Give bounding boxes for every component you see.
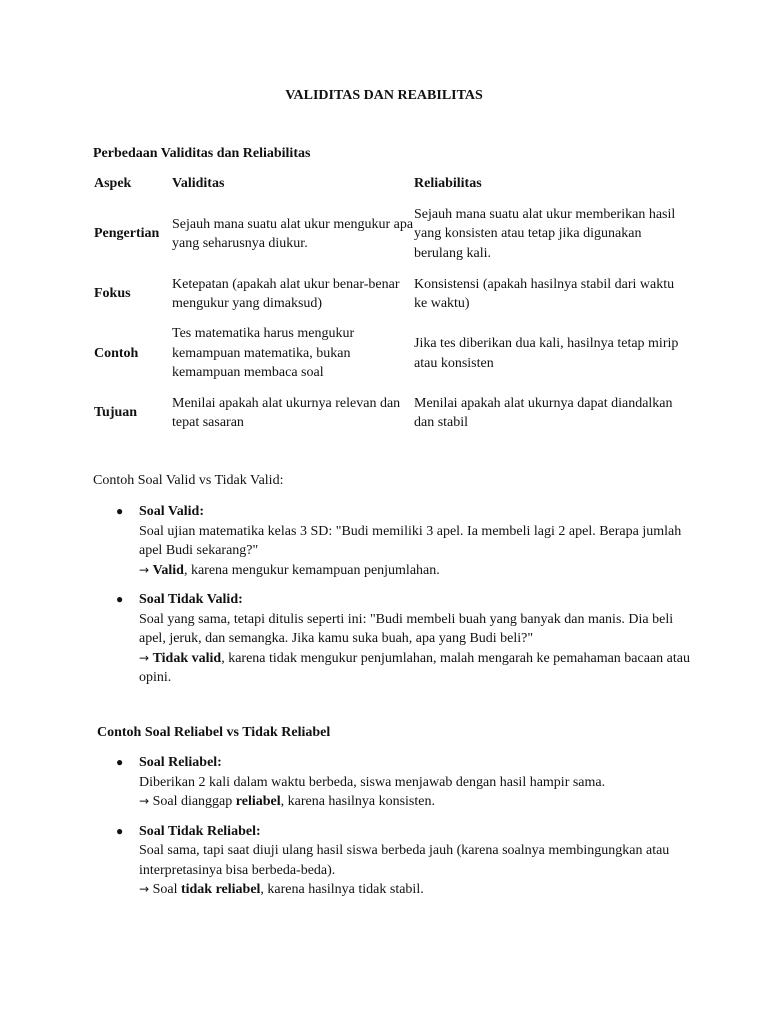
bullet-icon: ● (116, 823, 124, 838)
reliability-cell: Sejauh mana suatu alat ukur memberikan hasil yang konsisten atau tetap jika digunakan berulang kali. (414, 206, 676, 261)
validity-cell: Menilai apakah alat ukurnya relevan dan tepat sasaran (172, 395, 401, 430)
list-item (116, 753, 699, 812)
verdict-prefix: Soal dianggap (152, 794, 236, 809)
table-row (92, 268, 684, 320)
validity-cell: Ketepatan (apakah alat ukur benar-benar mengukur yang dimaksud) (172, 276, 400, 311)
bullet-icon: ● (116, 504, 124, 518)
validity-examples-intro: Contoh Soal Valid vs Tidak Valid: (93, 473, 284, 488)
aspect-cell: Tujuan (94, 405, 138, 421)
item-body: Soal ujian matematika kelas 3 SD: "Budi memiliki 3 apel. Ia membeli lagi 2 apel. Berapa jumlah apel Budi sekarang?" (139, 523, 682, 558)
item-title: Soal Valid: (139, 504, 204, 519)
aspect-cell: Contoh (94, 345, 139, 361)
validity-cell: Tes matematika harus mengukur kemampuan matematika, bukan kemampuan membaca soal (172, 326, 355, 381)
arrow-right-icon: → (139, 650, 150, 665)
page-title: VALIDITAS DAN REABILITAS (285, 88, 483, 103)
table-row (92, 387, 684, 439)
list-item (116, 822, 699, 900)
aspect-cell: Pengertian (94, 226, 160, 242)
verdict-rest: , karena mengukur kemampuan penjumlahan. (183, 562, 440, 578)
validity-cell: Sejauh mana suatu alat ukur mengukur apa yang seharusnya diukur. (172, 216, 414, 251)
reliability-cell: Jika tes diberikan dua kali, hasilnya tetap mirip atau konsisten (414, 336, 679, 371)
reliability-cell: Konsistensi (apakah hasilnya stabil dari waktu ke waktu) (414, 276, 675, 311)
item-body: Soal sama, tapi saat diuji ulang hasil siswa berbeda jauh (karena soalnya membingungkan atau interpretasinya bisa berbeda-beda). (139, 843, 670, 878)
table-header-row (92, 168, 684, 200)
verdict-prefix: Soal (152, 882, 181, 897)
bullet-icon: ● (116, 755, 124, 769)
validity-examples-list (116, 502, 699, 688)
comparison-heading: Perbedaan Validitas dan Reliabilitas (93, 146, 311, 161)
comparison-table (92, 168, 684, 439)
item-title: Soal Tidak Reliabel: (139, 823, 261, 839)
table-row (92, 320, 684, 387)
header-reliability: Reliabilitas (414, 176, 482, 192)
verdict-rest: , karena tidak mengukur penjumlahan, malah mengarah ke pemahaman bacaan atau opini. (139, 650, 690, 685)
item-title: Soal Reliabel: (139, 755, 222, 770)
list-item (116, 590, 699, 688)
list-item (116, 502, 699, 580)
verdict-bold: tidak reliabel (180, 882, 261, 897)
arrow-right-icon: → (139, 794, 150, 808)
header-validity: Validitas (172, 176, 225, 192)
aspect-cell: Fokus (94, 286, 131, 302)
verdict-rest: , karena hasilnya konsisten. (280, 794, 435, 809)
verdict-bold: reliabel (235, 794, 281, 809)
verdict-bold: Valid (152, 562, 184, 578)
reliability-examples-list (116, 753, 699, 900)
arrow-right-icon: → (139, 882, 150, 896)
item-body: Diberikan 2 kali dalam waktu berbeda, siswa menjawab dengan hasil hampir sama. (139, 774, 606, 790)
reliability-cell: Menilai apakah alat ukurnya dapat diandalkan dan stabil (414, 395, 673, 430)
verdict-rest: , karena hasilnya tidak stabil. (260, 882, 424, 897)
item-body: Soal yang sama, tetapi ditulis seperti ini: "Budi membeli buah yang banyak dan manis. Dia beli apel, jeruk, dan semangka. Jika kamu suka buah, apa yang Budi beli?" (139, 611, 674, 646)
bullet-icon: ● (116, 592, 124, 606)
item-title: Soal Tidak Valid: (139, 592, 243, 607)
table-row (92, 200, 684, 268)
reliability-examples-heading: Contoh Soal Reliabel vs Tidak Reliabel (97, 725, 331, 740)
verdict-bold: Tidak valid (152, 650, 222, 666)
header-aspect: Aspek (94, 176, 132, 192)
arrow-right-icon: → (139, 562, 150, 577)
